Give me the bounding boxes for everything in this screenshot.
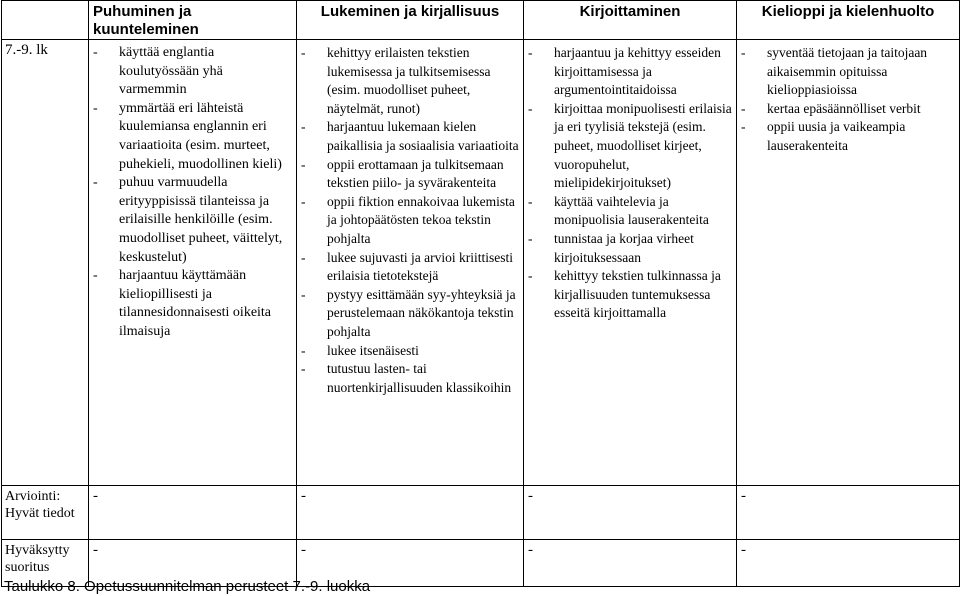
reading-cell — [297, 40, 524, 486]
assessment-value: - — [297, 486, 524, 540]
list-item: - oppii uusia ja vaikeampia lauserakenteita — [741, 119, 906, 153]
list-item: - käyttää englantia koulutyössään yhä varmemmin — [93, 45, 223, 98]
curriculum-table — [1, 0, 960, 587]
writing-cell — [524, 40, 737, 486]
list-item: - lukee itsenäisesti — [301, 342, 419, 358]
list-item: - harjaantuu lukemaan kielen paikallisia ja sosiaalisia variaatioita — [301, 119, 519, 153]
speaking-cell — [89, 40, 297, 486]
list-item: - käyttää vaihtelevia ja monipuolisia lauserakenteita — [528, 193, 709, 228]
assessment-row-good — [2, 486, 960, 540]
grammar-cell — [737, 40, 960, 486]
list-item: - syventää tietojaan ja taitojaan aikaisemmin opituissa kielioppiasioissa — [741, 45, 928, 98]
list-item: - kehittyy erilaisten tekstien lukemisessa ja tulkitsemisessa (esim. muodolliset puheet, näytelmät, runot) — [301, 45, 491, 116]
assessment-value: - — [297, 540, 524, 587]
list-item: - ymmärtää eri lähteistä kuulemiansa englannin eri variaatioita (esim. murteet, puhekieli, muodollinen kieli) — [93, 100, 282, 172]
assessment-value: - — [737, 486, 960, 540]
list-item: - harjaantuu ja kehittyy esseiden kirjoittamisessa ja argumentointitaidoissa — [528, 45, 721, 98]
list-item: - harjaantuu käyttämään kieliopillisesti ja tilannesidonnaisesti oikeita ilmaisuja — [93, 268, 272, 339]
header-grammar: Kielioppi ja kielenhuolto — [737, 1, 960, 40]
assessment-label-pass: Hyväksytty suoritus — [2, 540, 89, 587]
assessment-value: - — [524, 486, 737, 540]
list-item: - kehittyy tekstien tulkinnassa ja kirjallisuuden tuntemuksessa esseitä kirjoittamalla — [528, 268, 721, 321]
list-item: - lukee sujuvasti ja arvioi kriittisesti erilaisia tietotekstejä — [301, 249, 513, 284]
list-item: - pystyy esittämään syy-yhteyksiä ja perustelemaan näkökantoja tekstin pohjalta — [301, 286, 516, 339]
list-item: - tunnistaa ja korjaa virheet kirjoituksessaan — [528, 230, 694, 265]
header-speaking: Puhuminen ja kuunteleminen — [89, 1, 297, 40]
grade-row — [2, 40, 960, 486]
list-item: - kertaa epäsäännölliset verbit — [741, 100, 921, 116]
table-caption: Taulukko 8. Opetussuunnitelman perusteet 7.-9. luokka — [4, 578, 371, 595]
assessment-value: - — [737, 540, 960, 587]
assessment-value: - — [524, 540, 737, 587]
assessment-value: - — [89, 486, 297, 540]
list-item: - oppii fiktion ennakoivaa lukemista ja johtopäätösten tekoa tekstin pohjalta — [301, 193, 515, 246]
list-item: - kirjoittaa monipuolisesti erilaisia ja eri tyylisiä tekstejä (esim. puheet, muodolliset kirjeet, vuoropuhelut, mielipidekirjoitukset) — [528, 100, 732, 191]
header-row — [2, 1, 960, 40]
list-item: - oppii erottamaan ja tulkitsemaan tekstien piilo- ja syvärakenteita — [301, 156, 504, 191]
header-empty — [2, 1, 89, 40]
assessment-label-good: Arviointi: Hyvät tiedot — [2, 486, 89, 540]
header-reading: Lukeminen ja kirjallisuus — [297, 1, 524, 40]
list-item: - tutustuu lasten- tai nuortenkirjallisuuden klassikoihin — [301, 361, 512, 395]
list-item: - puhuu varmuudella erityyppisissä tilanteissa ja erilaisille henkilöille (esim. muodolliset puheet, väittelyt, keskustelut) — [93, 175, 283, 265]
header-writing: Kirjoittaminen — [524, 1, 737, 40]
grade-label: 7.-9. lk — [2, 40, 89, 486]
assessment-value: - — [89, 540, 297, 587]
